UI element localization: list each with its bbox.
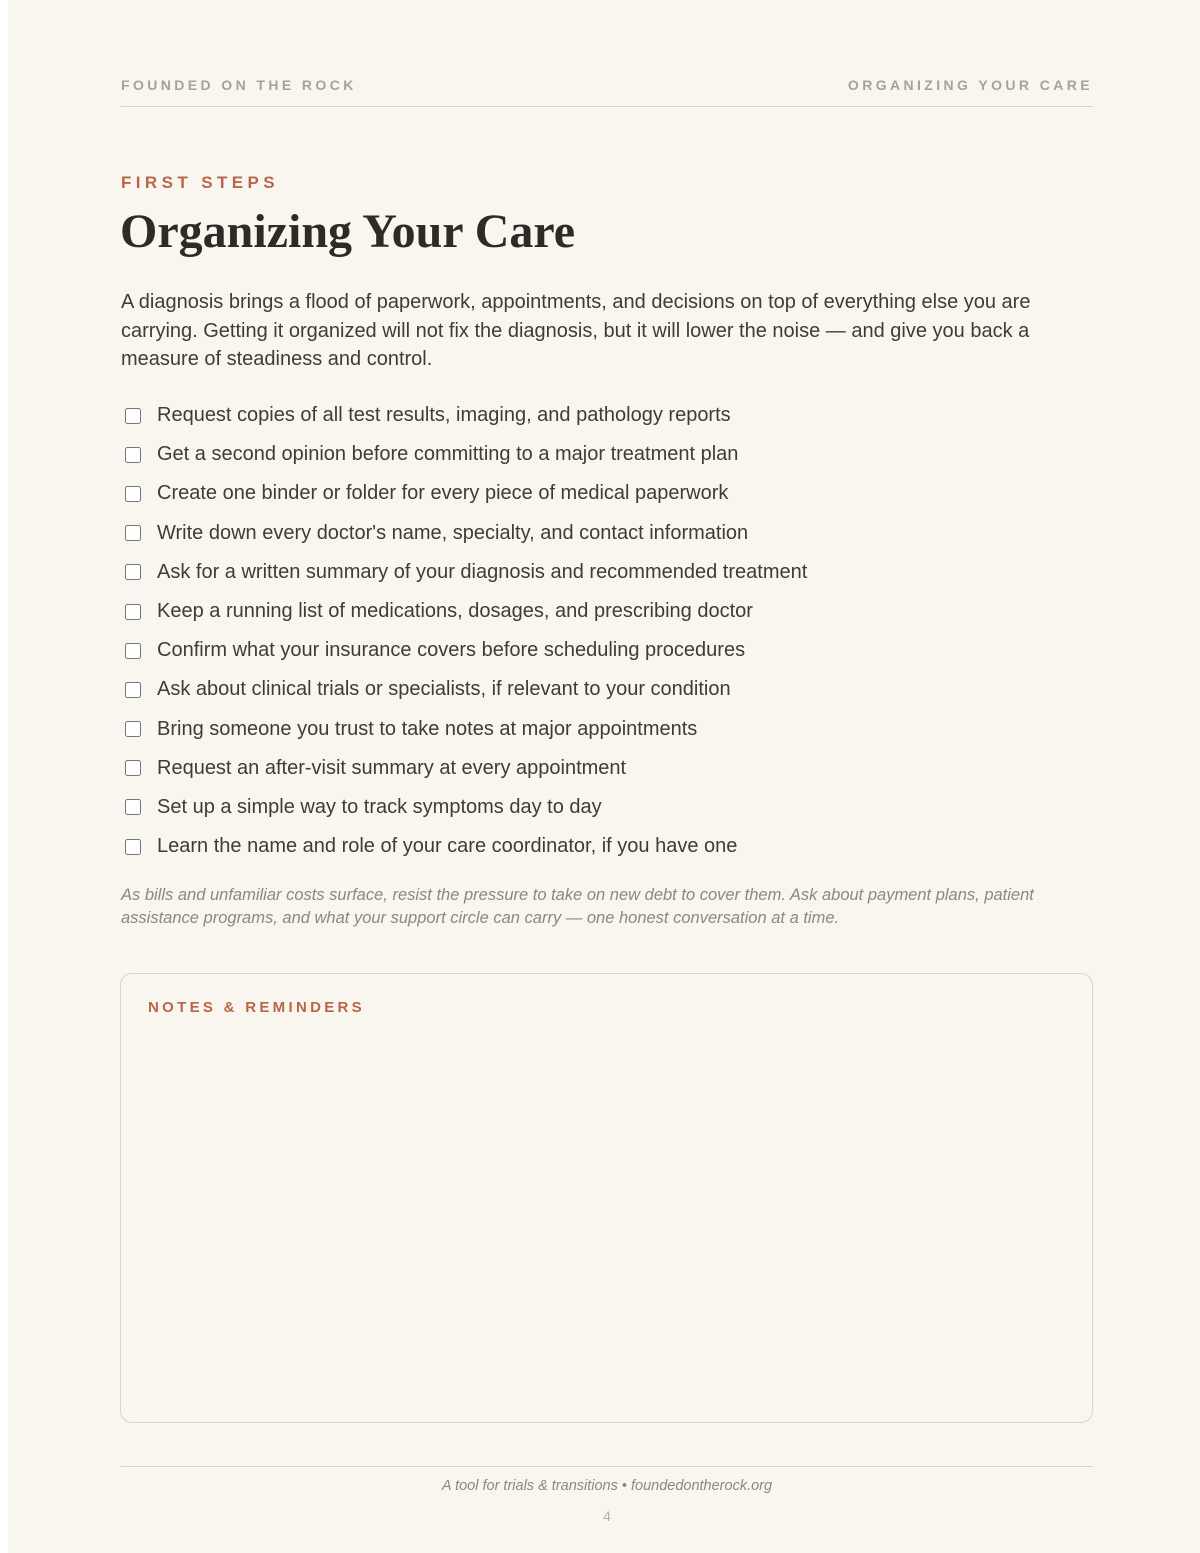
running-header <box>121 77 1093 107</box>
checklist-item-label: Request copies of all test results, imaging, and pathology reports <box>157 404 731 427</box>
checklist-item[interactable] <box>121 553 1093 592</box>
checkbox[interactable] <box>125 643 141 659</box>
header-brand: FOUNDED ON THE ROCK <box>121 77 357 93</box>
financial-note: As bills and unfamiliar costs surface, resist the pressure to take on new debt to cover them. Ask about payment plans, patient assistance programs, and what your support circle can carry — one honest conversation at a time. <box>121 886 1034 927</box>
care-checklist <box>121 396 1093 866</box>
checklist-item[interactable] <box>121 631 1093 670</box>
checkbox[interactable] <box>125 721 141 737</box>
checkbox[interactable] <box>125 760 141 776</box>
page-title: Organizing Your Care <box>120 205 576 258</box>
checklist-item[interactable] <box>121 514 1093 553</box>
intro-paragraph: A diagnosis brings a flood of paperwork, appointments, and decisions on top of everything else you are carrying. Getting it organized will not fix the diagnosis, but it will lower the noise — and give you back a measure of steadiness and control. <box>121 291 1031 371</box>
checklist-item-label: Get a second opinion before committing to a major treatment plan <box>157 443 739 466</box>
checkbox[interactable] <box>125 564 141 580</box>
checkbox[interactable] <box>125 447 141 463</box>
checklist-item-label: Request an after-visit summary at every appointment <box>157 756 627 779</box>
notes-label: NOTES & REMINDERS <box>148 999 365 1016</box>
checkbox[interactable] <box>125 682 141 698</box>
checklist-item-label: Ask about clinical trials or specialists, if relevant to your condition <box>157 678 731 701</box>
checklist-item-label: Confirm what your insurance covers before scheduling procedures <box>157 639 746 662</box>
notes-box <box>120 973 1093 1423</box>
page-number: 4 <box>603 1508 611 1524</box>
checklist-item[interactable] <box>121 474 1093 513</box>
checklist-item[interactable] <box>121 749 1093 788</box>
checkbox[interactable] <box>125 486 141 502</box>
footer-divider <box>121 1466 1093 1467</box>
document-page <box>8 0 1200 1553</box>
footer-tagline: A tool for trials & transitions • foundedontherock.org <box>441 1478 773 1494</box>
checklist-item-label: Keep a running list of medications, dosages, and prescribing doctor <box>157 600 753 623</box>
checkbox[interactable] <box>125 604 141 620</box>
checklist-item[interactable] <box>121 710 1093 749</box>
notes-textarea[interactable] <box>143 1034 1070 1400</box>
checklist-item[interactable] <box>121 827 1093 866</box>
checklist-item[interactable] <box>121 592 1093 631</box>
section-eyebrow: FIRST STEPS <box>121 173 279 192</box>
checklist-item[interactable] <box>121 396 1093 435</box>
checklist-item-label: Bring someone you trust to take notes at major appointments <box>157 717 698 740</box>
checkbox[interactable] <box>125 799 141 815</box>
checklist-item[interactable] <box>121 435 1093 474</box>
checklist-item-label: Set up a simple way to track symptoms day to day <box>157 795 602 818</box>
checkbox[interactable] <box>125 525 141 541</box>
checklist-item[interactable] <box>121 670 1093 709</box>
checklist-item-label: Create one binder or folder for every piece of medical paperwork <box>157 482 729 505</box>
checkbox[interactable] <box>125 839 141 855</box>
checklist-item-label: Ask for a written summary of your diagnosis and recommended treatment <box>157 560 808 583</box>
checklist-item[interactable] <box>121 788 1093 827</box>
checkbox[interactable] <box>125 408 141 424</box>
checklist-item-label: Learn the name and role of your care coordinator, if you have one <box>157 835 738 858</box>
header-section-title: ORGANIZING YOUR CARE <box>847 77 1093 93</box>
checklist-item-label: Write down every doctor's name, specialty, and contact information <box>157 521 749 544</box>
